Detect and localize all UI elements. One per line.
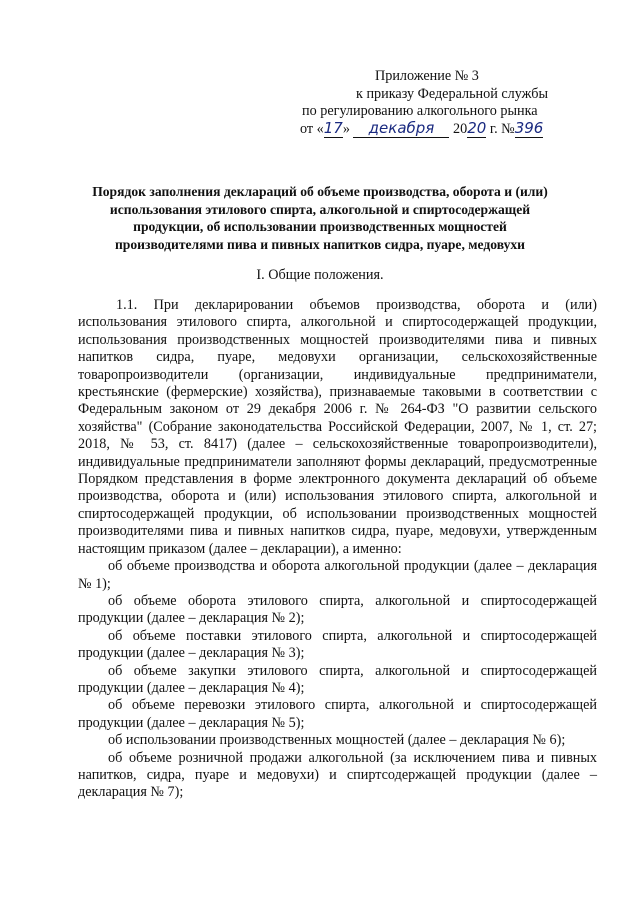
date-prefix: от « bbox=[300, 120, 324, 137]
order-day-handwritten: 17 bbox=[323, 118, 343, 137]
list-item: об объеме производства и оборота алкогольной продукции (далее – декларация № 1); bbox=[78, 558, 597, 592]
appendix-header bbox=[300, 68, 600, 138]
year-prefix: 20 bbox=[453, 120, 468, 137]
order-year-handwritten: 20 bbox=[467, 118, 487, 137]
order-number bbox=[514, 118, 544, 138]
order-month bbox=[353, 118, 449, 138]
order-date-line bbox=[300, 118, 600, 139]
document-body bbox=[78, 297, 597, 802]
appendix-number: Приложение № 3 bbox=[375, 68, 479, 84]
list-item: об объеме перевозки этилового спирта, алкогольной и спиртосодержащей продукции (далее – декларация № 5); bbox=[78, 697, 597, 731]
document-title: Порядок заполнения деклараций об объеме производства, оборота и (или) использования этилового спирта, алкогольной и спиртосодержащей продукции, об использовании производственных мощностей производителями пива и пивных напитков сидра, пуаре, медовухи bbox=[92, 184, 548, 252]
order-reference: к приказу Федеральной службы bbox=[356, 85, 549, 102]
section-heading: I. Общие положения. bbox=[256, 267, 384, 283]
order-number-handwritten: 396 bbox=[514, 118, 544, 137]
list-item: об использовании производственных мощностей (далее – декларация № 6); bbox=[108, 732, 566, 749]
order-month-handwritten: декабря bbox=[368, 118, 435, 137]
order-year bbox=[467, 118, 487, 138]
order-day bbox=[323, 118, 343, 138]
list-item: об объеме поставки этилового спирта, алкогольной и спиртосодержащей продукции (далее – декларация № 3); bbox=[78, 627, 597, 662]
number-prefix: г. № bbox=[489, 120, 515, 137]
list-item: об объеме закупки этилового спирта, алкогольной и спиртосодержащей продукции (далее – декларация № 4); bbox=[78, 662, 597, 696]
list-item: об объеме розничной продажи алкогольной (за исключением пива и пивных напитков, сидра, пуаре и медовухи) и спиртсодержащей продукции (далее –декларация № 7); bbox=[78, 749, 597, 801]
paragraph-1-1: 1.1. При декларировании объемов производства, оборота и (или) использования этилового спирта, алкогольной и спиртосодержащей продукции, использования производственных мощностей производителями пива и пивных напитков сидра, пуаре, медовухи организации, сельскохозяйственные товаропроизводители (организации, индивидуальные предприниматели, крестьянские (фермерские) хозяйства), признаваемые таковыми в соответствии с Федеральным законом от 29 декабря 2006 г. № 264-ФЗ "О развитии сельского хозяйства" (Собрание законодательства Российской Федерации, 2007, № 1, ст. 27; 2018, № 53, ст. 8417) (далее – сельскохозяйственные товаропроизводители), индивидуальные предприниматели заполняют формы деклараций, предусмотренные Порядком представления в форме электронного документа деклараций об объеме производства, оборота и (или) использования этилового спирта, алкогольной и спиртосодержащей продукции, об использовании производственных мощностей производителями пива и пивных напитков сидра, пуаре, медовухи, утвержденным настоящим приказом (далее – декларации), а именно: bbox=[78, 297, 597, 557]
list-item: об объеме оборота этилового спирта, алкогольной и спиртосодержащей продукции (далее – декларация № 2); bbox=[78, 592, 597, 627]
date-mid: » bbox=[342, 120, 350, 137]
agency-name: по регулированию алкогольного рынка bbox=[302, 103, 538, 119]
